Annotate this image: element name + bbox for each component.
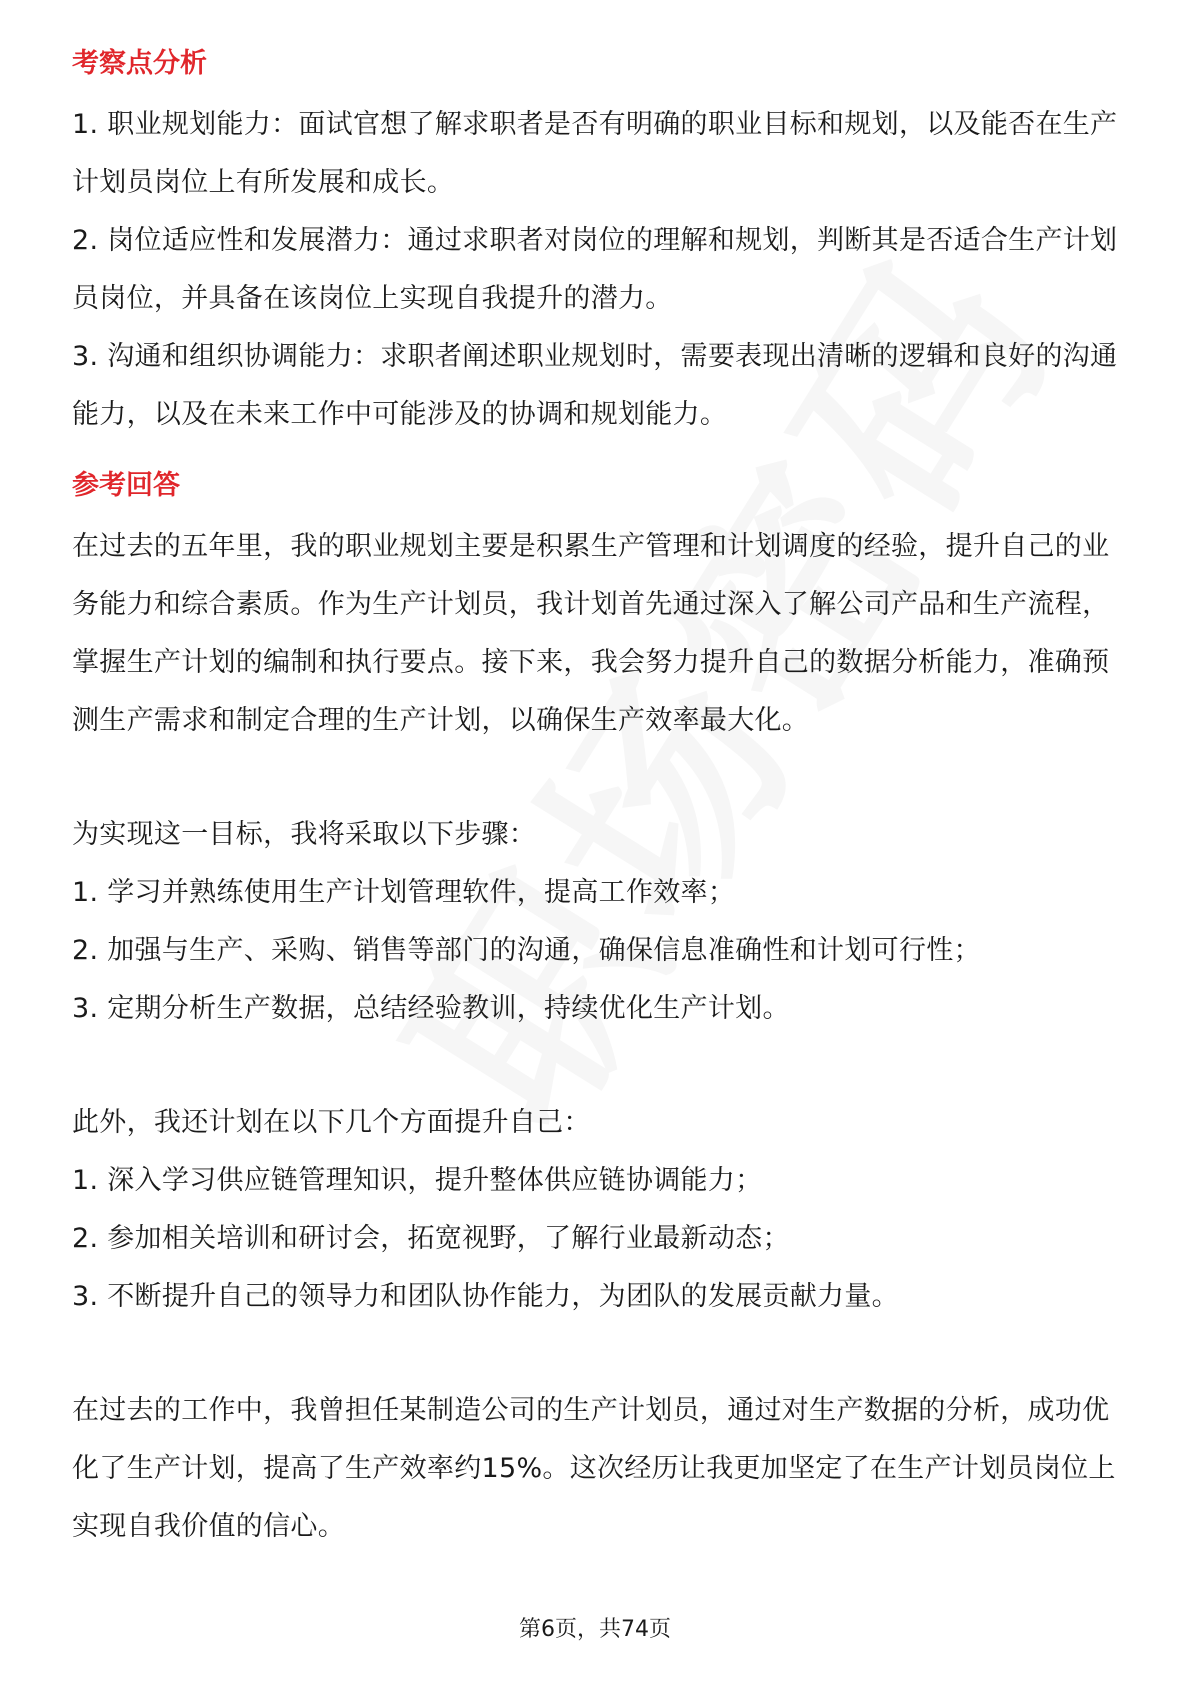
improve-item: 2. 参加相关培训和研讨会，拓宽视野，了解行业最新动态； [72,1223,790,1254]
analysis-heading: 考察点分析 [72,48,207,79]
improve-item: 1. 深入学习供应链管理知识，提升整体供应链协调能力； [72,1165,763,1196]
improve-item: 3. 不断提升自己的领导力和团队协作能力，为团队的发展贡献力量。 [72,1281,899,1312]
document-page [72,44,1118,1556]
experience-paragraph: 在过去的工作中，我曾担任某制造公司的生产计划员，通过对生产数据的分析，成功优化了生产计划，提高了生产效率约15%。这次经历让我更加坚定了在生产计划员岗位上实现自我价值的信心。 [72,1395,1116,1542]
answer-heading: 参考回答 [72,470,180,501]
improve-lead: 此外，我还计划在以下几个方面提升自己： [72,1107,591,1138]
step-item: 2. 加强与生产、采购、销售等部门的沟通，确保信息准确性和计划可行性； [72,935,981,966]
steps-lead: 为实现这一目标，我将采取以下步骤： [72,819,537,850]
analysis-item: 1. 职业规划能力：面试官想了解求职者是否有明确的职业目标和规划，以及能否在生产计划员岗位上有所发展和成长。 [72,109,1118,198]
page-number: 第6页，共74页 [519,1617,671,1642]
step-item: 1. 学习并熟练使用生产计划管理软件，提高工作效率； [72,877,736,908]
analysis-item: 2. 岗位适应性和发展潜力：通过求职者对岗位的理解和规划，判断其是否适合生产计划员岗位，并具备在该岗位上实现自我提升的潜力。 [72,225,1118,314]
step-item: 3. 定期分析生产数据，总结经验教训，持续优化生产计划。 [72,993,790,1024]
answer-intro: 在过去的五年里，我的职业规划主要是积累生产管理和计划调度的经验，提升自己的业务能力和综合素质。作为生产计划员，我计划首先通过深入了解公司产品和生产流程，掌握生产计划的编制和执行要点。接下来，我会努力提升自己的数据分析能力，准确预测生产需求和制定合理的生产计划，以确保生产效率最大化。 [72,531,1110,736]
analysis-item: 3. 沟通和组织协调能力：求职者阐述职业规划时，需要表现出清晰的逻辑和良好的沟通能力，以及在未来工作中可能涉及的协调和规划能力。 [72,341,1118,430]
